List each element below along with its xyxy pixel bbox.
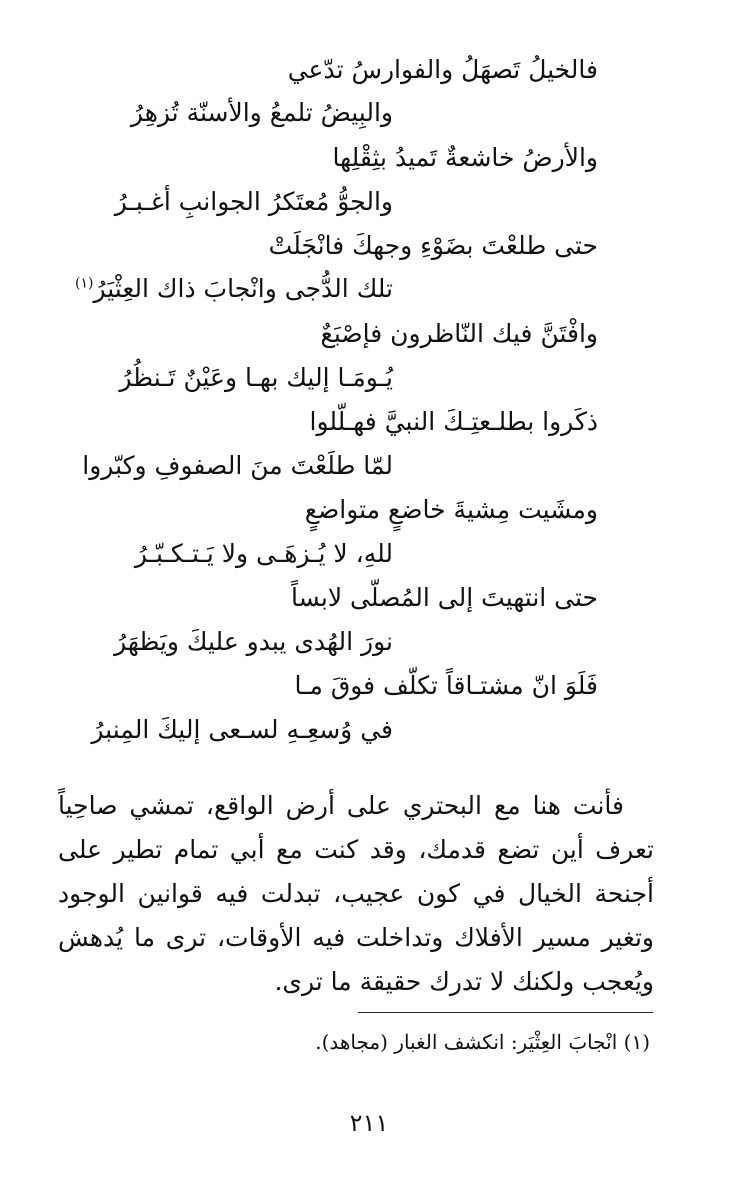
- footnote-reference: (١): [75, 275, 94, 292]
- body-paragraph: فأنت هنا مع البحتري على أرض الواقع، تمشي صاحِياً تعرف أين تضع قدمك، وقد كنت مع أبي تمام تطير على أجنحة الخيال في كون عجيب، تبدلت فيه قوانين الوجود وتغير مسير الأفلاك وتداخلت فيه الأوقات، ترى ما يُدهش ويُعجب ولكنك لا تدرك حقيقة ما ترى.: [58, 791, 654, 996]
- verse-hemistich-first: والأرضُ خاشعةٌ تَميدُ بثِقْلِها: [332, 143, 598, 172]
- verse-hemistich-second: في وُسعِـهِ لسـعى إليكَ المِنبرُ: [91, 715, 393, 744]
- verse-hemistich-first: فالخيلُ تَصهَلُ والفوارسُ تدّعي: [287, 55, 598, 84]
- verse-hemistich-second: [75, 272, 393, 306]
- verse-hemistich-first: ومشَيت مِشيةَ خاضعٍ متواضعٍ: [304, 495, 598, 524]
- verse-hemistich-first: ذكَروا بطلـعتِـكَ النبيَّ فهـلّلوا: [309, 407, 598, 436]
- verse-hemistich-second: لمّا طلَعْتَ منَ الصفوفِ وكبّروا: [82, 451, 393, 480]
- footnote-divider: [358, 1012, 653, 1013]
- verse-hemistich-second: يُـومَـا إليك بهـا وعَيْنٌ تَـنظُرُ: [119, 363, 393, 392]
- verse-hemistich-second: نورَ الهُدى يبدو عليكَ ويَظهَرُ: [114, 627, 393, 656]
- verse-hemistich-second: للهِ، لا يُـزهَـى ولا يَـتـكـبّـرُ: [134, 539, 393, 568]
- footnote: (١) انْجابَ العِثْيَر: انكشف الغبار (مجاهد).: [315, 1030, 650, 1054]
- verse-hemistich-first: حتى طلعْتَ بضَوْءِ وجهكَ فانْجَلَتْ: [268, 231, 598, 260]
- verse-hemistich-second: والبِيضُ تلمعُ والأسنّة تُزهِرُ: [130, 98, 393, 127]
- verse-text: تلك الدُّجى وانْجابَ ذاك العِثْيَرُ: [93, 274, 393, 303]
- verse-hemistich-second: والجوُّ مُعتَكرُ الجوانبِ أغـبـرُ: [114, 187, 393, 216]
- verse-hemistich-first: فَلَوَ انّ مشتـاقاً تكلّف فوقَ مـا: [294, 671, 598, 700]
- verse-hemistich-first: وافْتَنَّ فيك النّاظرون فإصْبَعٌ: [320, 319, 598, 348]
- verse-hemistich-first: حتى انتهيتَ إلى المُصلّى لابساً: [290, 583, 598, 612]
- page-number: ٢١١: [349, 1109, 389, 1137]
